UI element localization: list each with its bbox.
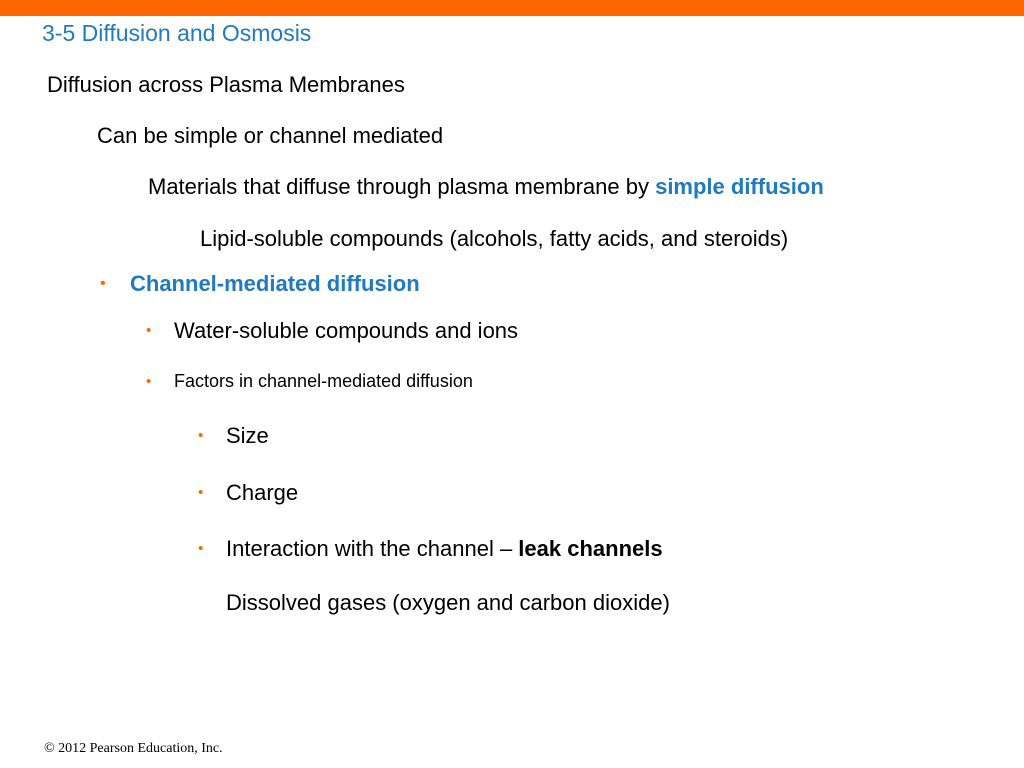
size-text: Size	[226, 423, 269, 448]
simple-diffusion-term: simple diffusion	[655, 174, 824, 199]
leak-channels-term: leak channels	[518, 536, 663, 561]
line-dissolved-gases: Dissolved gases (oxygen and carbon dioxide)	[226, 590, 670, 615]
line-diffusion-heading: Diffusion across Plasma Membranes	[47, 72, 405, 97]
bullet-icon: •	[198, 427, 204, 444]
materials-text: Materials that diffuse through plasma membrane by	[148, 174, 656, 199]
bullet-size	[198, 425, 269, 447]
bullet-interaction	[198, 538, 663, 560]
line-materials	[148, 176, 824, 198]
line-lipid-soluble: Lipid-soluble compounds (alcohols, fatty acids, and steroids)	[200, 226, 789, 251]
bullet-icon: •	[198, 484, 204, 501]
bullet-water-soluble	[146, 320, 518, 342]
charge-text: Charge	[226, 480, 299, 505]
factors-text: Factors in channel-mediated diffusion	[174, 371, 473, 391]
line-simple-or-channel: Can be simple or channel mediated	[97, 123, 444, 148]
interaction-text: Interaction with the channel –	[226, 536, 519, 561]
bullet-icon: •	[146, 373, 152, 390]
copyright-footer: © 2012 Pearson Education, Inc.	[44, 741, 223, 756]
bullet-icon: •	[146, 322, 152, 339]
bullet-icon: •	[100, 275, 106, 292]
channel-mediated-term: Channel-mediated diffusion	[130, 271, 420, 296]
water-soluble-text: Water-soluble compounds and ions	[174, 318, 519, 343]
bullet-icon: •	[198, 540, 204, 557]
top-accent-bar	[0, 0, 1024, 16]
slide-title: 3-5 Diffusion and Osmosis	[42, 20, 312, 46]
bullet-charge	[198, 482, 298, 504]
bullet-factors	[146, 372, 473, 390]
bullet-channel-mediated	[100, 273, 420, 295]
